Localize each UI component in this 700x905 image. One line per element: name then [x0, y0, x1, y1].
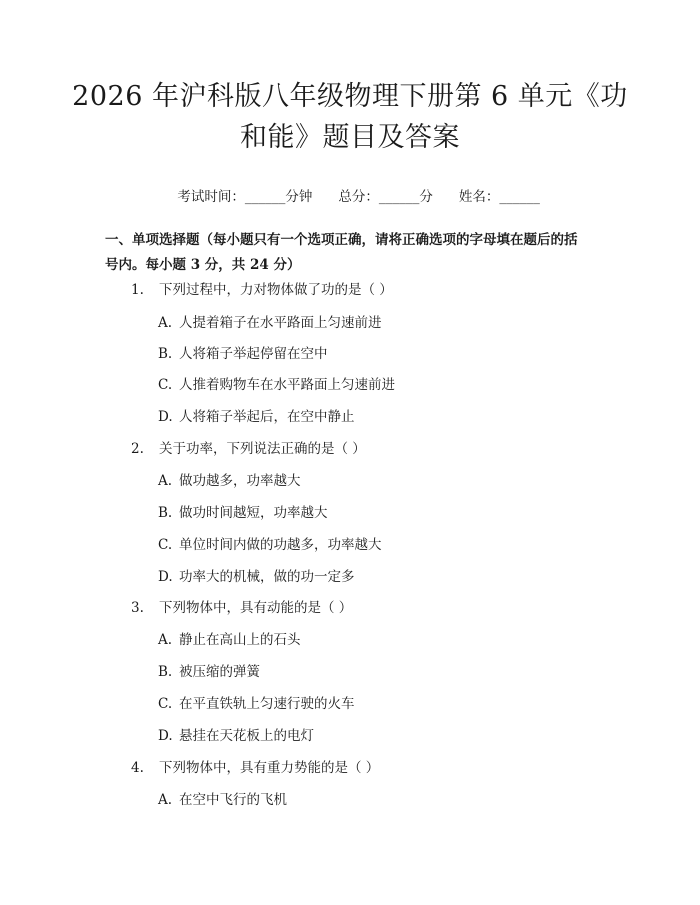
option-text: 在平直铁轨上匀速行驶的火车: [179, 696, 355, 712]
question-number: 1.: [131, 282, 144, 298]
question-text: 下列物体中，具有重力势能的是（ ）: [159, 760, 380, 776]
section-heading-line-2: 号内。每小题 3 分，共 24 分）: [105, 257, 301, 273]
option-letter: A.: [158, 632, 173, 648]
option-text: 被压缩的弹簧: [179, 664, 260, 680]
title-line-1: 2026 年沪科版八年级物理下册第 6 单元《功: [72, 81, 628, 112]
section-heading-line-1: 一、单项选择题（每小题只有一个选项正确，请将正确选项的字母填在题后的括: [105, 232, 578, 248]
option-letter: A.: [158, 792, 173, 808]
student-name-field: 姓名：______: [458, 189, 540, 205]
question-number: 2.: [131, 441, 144, 457]
option-letter: B.: [158, 505, 173, 521]
question-4-option-a: [158, 790, 287, 810]
question-3-option-b: [158, 662, 260, 682]
option-letter: C.: [158, 537, 173, 553]
option-letter: B.: [158, 346, 173, 362]
question-number: 3.: [131, 600, 144, 616]
question-2-option-c: [158, 535, 382, 555]
question-text: 下列物体中，具有动能的是（ ）: [159, 600, 353, 616]
question-text: 关于功率，下列说法正确的是（ ）: [159, 441, 366, 457]
total-score-field: 总分：______分: [338, 189, 433, 205]
option-text: 单位时间内做的功越多，功率越大: [179, 537, 382, 553]
question-text: 下列过程中，力对物体做了功的是（ ）: [159, 282, 393, 298]
exam-time-field: 考试时间：______分钟: [177, 189, 313, 205]
question-1-option-d: [158, 407, 355, 427]
option-text: 悬挂在天花板上的电灯: [179, 728, 314, 744]
title-line-2: 和能》题目及答案: [240, 122, 460, 153]
option-text: 在空中飞行的飞机: [179, 792, 287, 808]
question-2-option-b: [158, 503, 328, 523]
question-4: [131, 758, 379, 778]
question-2-option-d: [158, 567, 355, 587]
option-letter: C.: [158, 377, 173, 393]
option-text: 静止在高山上的石头: [179, 632, 301, 648]
question-1: [131, 280, 393, 300]
option-text: 人提着箱子在水平路面上匀速前进: [179, 315, 382, 331]
option-text: 人将箱子举起停留在空中: [179, 346, 328, 362]
option-letter: D.: [158, 409, 173, 425]
option-letter: D.: [158, 569, 173, 585]
option-text: 做功越多，功率越大: [179, 473, 301, 489]
question-2: [131, 439, 366, 459]
question-1-option-b: [158, 344, 328, 364]
option-text: 做功时间越短，功率越大: [179, 505, 328, 521]
document-title: [60, 76, 640, 158]
option-letter: C.: [158, 696, 173, 712]
option-letter: A.: [158, 315, 173, 331]
question-2-option-a: [158, 471, 301, 491]
option-letter: D.: [158, 728, 173, 744]
option-text: 功率大的机械，做的功一定多: [179, 569, 355, 585]
exam-info-line: [0, 167, 700, 227]
option-letter: A.: [158, 473, 173, 489]
option-letter: B.: [158, 664, 173, 680]
question-3-option-a: [158, 630, 301, 650]
option-text: 人将箱子举起后，在空中静止: [179, 409, 355, 425]
question-1-option-a: [158, 313, 382, 333]
question-3: [131, 598, 352, 618]
question-1-option-c: [158, 375, 395, 395]
option-text: 人推着购物车在水平路面上匀速前进: [179, 377, 395, 393]
section-heading: [105, 228, 605, 278]
question-number: 4.: [131, 760, 144, 776]
question-3-option-d: [158, 726, 314, 746]
question-3-option-c: [158, 694, 355, 714]
